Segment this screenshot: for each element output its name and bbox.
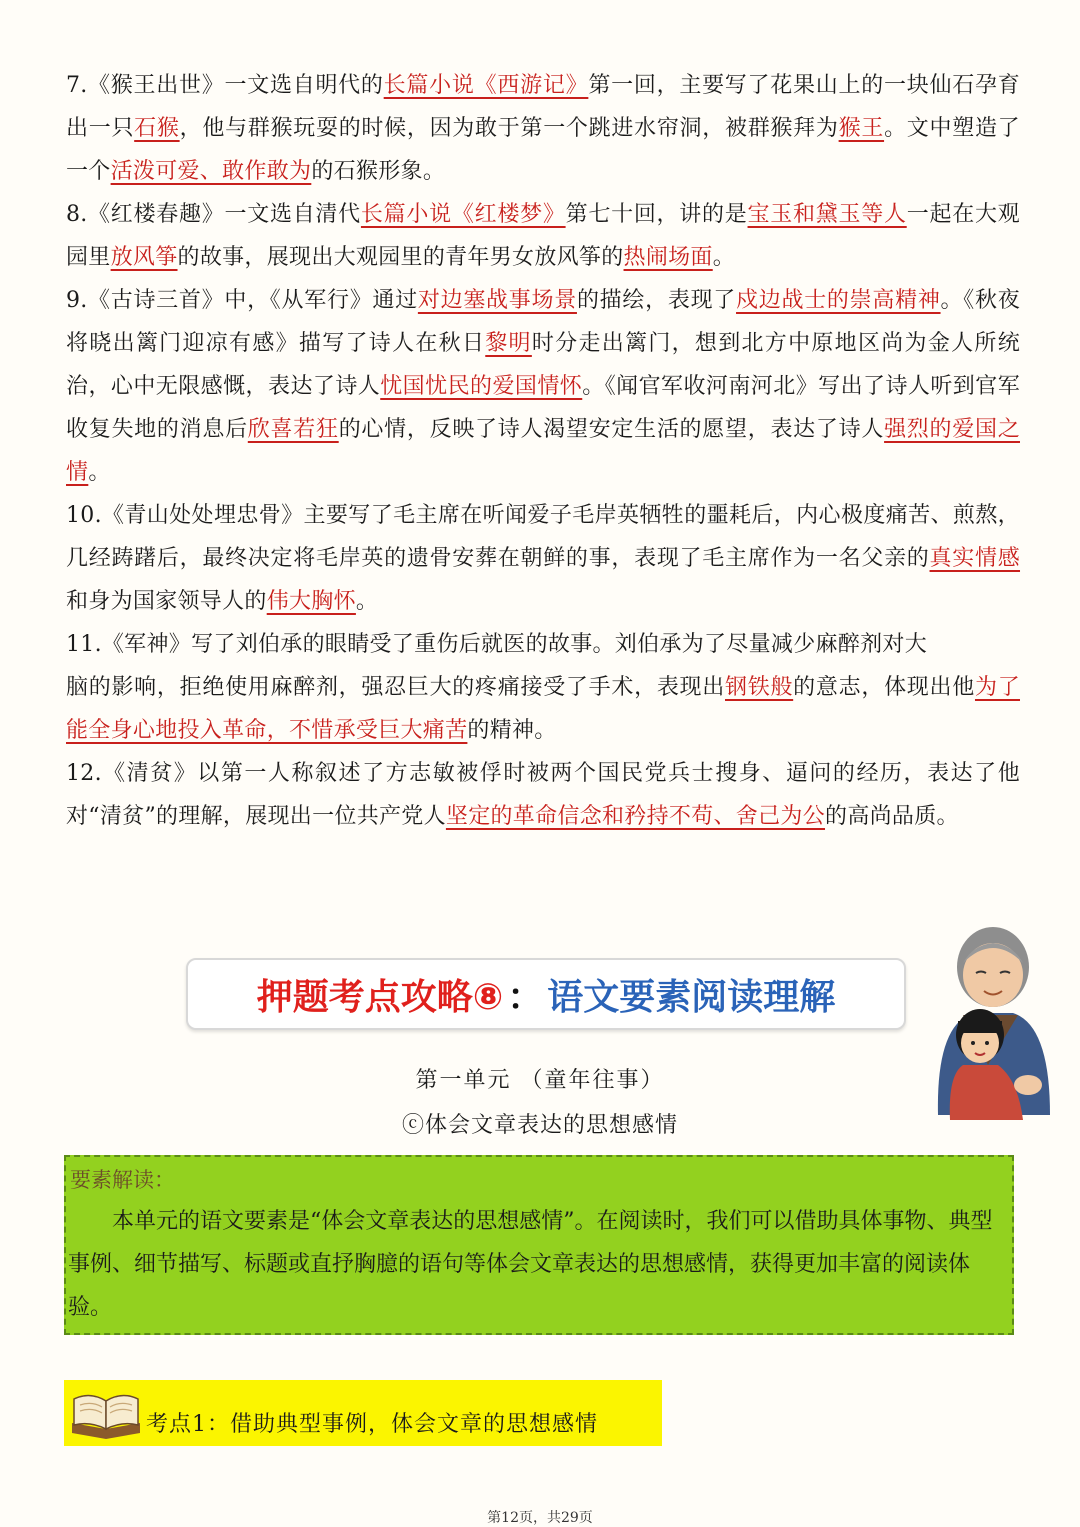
paragraph-text: 一起在大观园里	[66, 202, 1020, 270]
answer-highlight: 真实情感	[929, 546, 1021, 571]
paragraph-text: 的描绘，表现了	[576, 288, 737, 313]
answer-paragraph	[66, 494, 1020, 623]
page-footer: 第12页，共29页	[487, 1510, 593, 1526]
answer-highlight: 对边塞战事场景	[417, 288, 577, 313]
paragraph-text: 12.《清贫》以第一人称叙述了方志敏被俘时被两个国民党兵士搜身、逼问的经历，表达了他对“清贫”的理解，展现出一位共产党人	[66, 761, 1020, 829]
kaodian-label: 考点1：借助典型事例，体会文章的思想感情	[146, 1411, 598, 1437]
kaodian-box	[64, 1380, 662, 1446]
answer-highlight: 忧国忧民的爱国情怀	[380, 374, 583, 399]
paragraph-text: 的石猴形象。	[311, 159, 446, 184]
elements-label: 要素解读：	[70, 1168, 175, 1192]
paragraph-text: 。	[712, 245, 736, 270]
paragraph-text: 11.《军神》写了刘伯承的眼睛受了重伤后就医的故事。刘伯承为了尽量减少麻醉剂对大	[66, 632, 927, 657]
answer-highlight: 长篇小说《西游记》	[383, 73, 589, 98]
unit-title: 第一单元 （童年往事）	[415, 1068, 665, 1093]
answer-highlight: 强烈的爱国之情	[66, 417, 1020, 485]
paragraph-text: 10.《青山处处埋忠骨》主要写了毛主席在听闻爱子毛岸英牺牲的噩耗后，内心极度痛苦、煎熬，几经踌躇后，最终决定将毛岸英的遗骨安葬在朝鲜的事，表现了毛主席作为一名父亲的	[66, 503, 1020, 571]
paragraph-text: 。	[88, 460, 111, 485]
banner-title-blue: 语文要素阅读理解	[547, 976, 836, 1018]
answer-highlight: 猴王	[838, 116, 885, 141]
paragraph-text: 的意志，体现出他	[793, 675, 975, 700]
answer-highlight: 欣喜若狂	[247, 417, 339, 442]
paragraph-text: 7.《猴王出世》一文选自明代的	[66, 73, 384, 98]
answer-paragraph	[66, 623, 1020, 666]
paragraph-text: 的故事，展现出大观园里的青年男女放风筝的	[177, 245, 624, 270]
answer-paragraph	[66, 64, 1020, 193]
answer-highlight: 长篇小说《红楼梦》	[360, 202, 566, 227]
banner-colon: ：	[507, 976, 544, 1018]
paragraph-text: 的心情，反映了诗人渴望安定生活的愿望，表达了诗人	[338, 417, 885, 442]
paragraph-text: 的精神。	[467, 718, 557, 743]
answer-paragraph	[66, 752, 1020, 838]
paragraph-text: 。《秋夜将晓出篱门迎凉有感》描写了诗人在秋日	[66, 288, 1021, 356]
paragraph-text: 脑的影响，拒绝使用麻醉剂，强忍巨大的疼痛接受了手术，表现出	[66, 675, 725, 700]
answer-highlight: 放风筝	[110, 245, 178, 270]
answer-highlight: 坚定的革命信念和矜持不苟、舍己为公	[445, 804, 826, 829]
paragraph-text: 。《闻官军收河南河北》写出了诗人听到官军收复失地的消息后	[66, 374, 1021, 442]
elements-body: 本单元的语文要素是“体会文章表达的思想感情”。在阅读时，我们可以借助具体事物、典型事例、细节描写、标题或直抒胸臆的语句等体会文章表达的思想感情，获得更加丰富的阅读体验。	[68, 1209, 993, 1320]
answer-highlight: 活泼可爱、敢作敢为	[110, 159, 312, 184]
answer-highlight: 宝玉和黛玉等人	[747, 202, 907, 227]
answer-paragraph	[66, 193, 1020, 279]
section-banner	[186, 958, 906, 1030]
answer-highlight: 钢铁般	[725, 675, 794, 700]
paragraph-text: ，他与群猴玩耍的时候，因为敢于第一个跳进水帘洞，被群猴拜为	[179, 116, 839, 141]
paragraph-text: 和身为国家领导人的	[66, 589, 267, 614]
paragraph-text: 9.《古诗三首》中，《从军行》通过	[66, 288, 418, 313]
answer-highlight: 石猴	[134, 116, 180, 141]
paragraph-text: 时分走出篱门，想到北方中原地区尚为金人所统治，心中无限感慨，表达了诗人	[66, 331, 1020, 399]
paragraph-text: 。	[355, 589, 379, 614]
paragraph-text: 的高尚品质。	[825, 804, 959, 829]
answer-highlight: 伟大胸怀	[266, 589, 356, 614]
answer-highlight: 戍边战士的崇高精神	[736, 288, 941, 313]
answer-highlight: 热闹场面	[623, 245, 713, 270]
banner-title-red: 押题考点攻略⑧	[256, 976, 504, 1018]
answer-paragraphs	[66, 64, 1020, 838]
answer-paragraph	[66, 279, 1020, 494]
unit-subtitle: ⓒ体会文章表达的思想感情	[401, 1113, 678, 1138]
paragraph-text: 第一回，主要写了花果山上的一块仙石孕育出一只	[66, 73, 1021, 141]
paragraph-text: 。文中塑造了一个	[66, 116, 1020, 184]
open-book-icon	[66, 1383, 146, 1443]
paragraph-text: 第七十回，讲的是	[565, 202, 748, 227]
elements-interpretation-box	[64, 1155, 1014, 1335]
answer-highlight: 黎明	[485, 331, 532, 356]
answer-paragraph	[66, 666, 1020, 752]
paragraph-text: 8.《红楼春趣》一文选自清代	[66, 202, 361, 227]
answer-highlight: 为了能全身心地投入革命，不惜承受巨大痛苦	[66, 675, 1020, 743]
